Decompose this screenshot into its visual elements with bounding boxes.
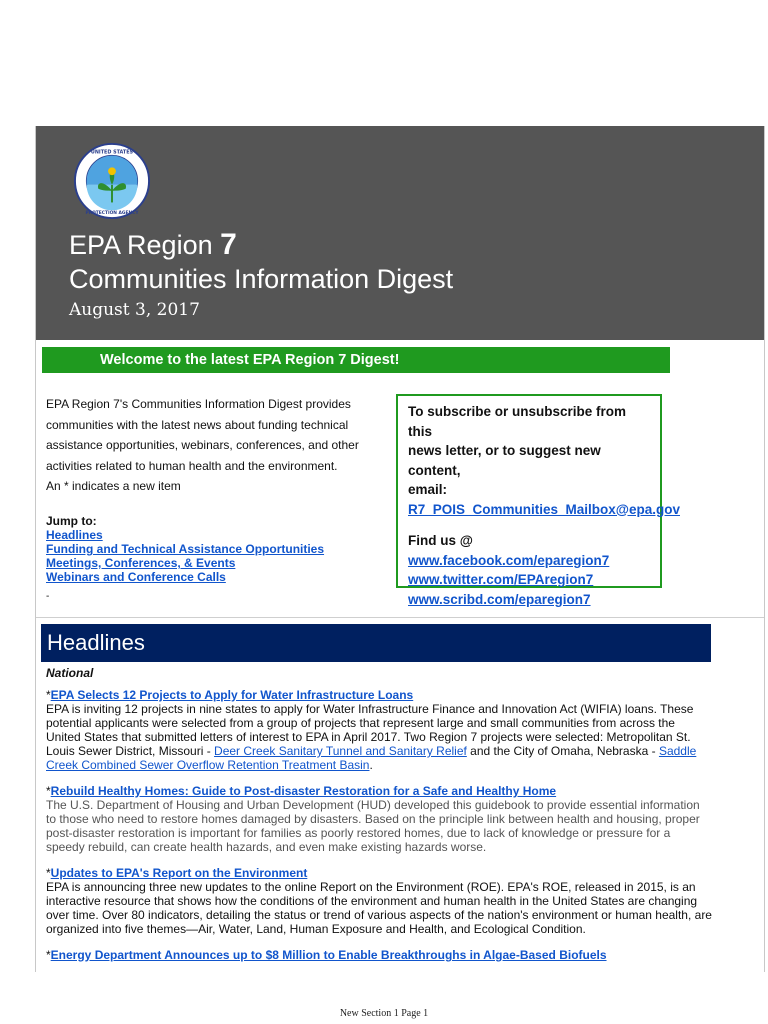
new-marker: *: [46, 948, 51, 962]
subscribe-line2: news letter, or to suggest new content,: [408, 443, 601, 478]
page-footer: New Section 1 Page 1: [339, 1008, 429, 1019]
epa-seal-logo: [73, 142, 151, 220]
article-body: EPA is announcing three new updates to the online Report on the Environment (ROE). EPA's ROE, released in 2015, is an interactive resource that shows how the conditions of the environment and human health in the United States are changing over time. Over 80 indicators, detailing the status or trend of various aspects of the nation's environment or human health, are organized into five themes—Air, Water, Land, Human Exposure and Health, and Ecological Condition.: [46, 880, 712, 936]
section-divider: [36, 617, 764, 618]
masthead-date: August 3, 2017: [69, 300, 200, 320]
article-item: [46, 866, 712, 936]
jump-to-label: Jump to:: [46, 514, 97, 528]
twitter-link[interactable]: www.twitter.com/EPAregion7: [408, 572, 594, 587]
jump-link-funding[interactable]: Funding and Technical Assistance Opportunities: [46, 542, 325, 556]
subscribe-box: [396, 394, 680, 607]
article-title-row: [46, 948, 712, 962]
welcome-banner: Welcome to the latest EPA Region 7 Digest!: [42, 347, 670, 373]
article-link-algae[interactable]: Energy Department Announces up to $8 Million to Enable Breakthroughs in Algae-Based Biofuels: [50, 948, 607, 962]
svg-text:UNITED STATES: UNITED STATES: [90, 149, 134, 156]
deer-creek-link[interactable]: Deer Creek Sanitary Tunnel and Sanitary Relief: [214, 744, 467, 758]
intro-text: [46, 394, 376, 497]
masthead: [36, 126, 764, 340]
svg-text:PROTECTION AGENCY: PROTECTION AGENCY: [85, 211, 139, 217]
scribd-link[interactable]: www.scribd.com/eparegion7: [408, 591, 591, 607]
article-title-row: [46, 688, 712, 702]
new-marker: *: [46, 784, 51, 798]
jump-link-meetings[interactable]: Meetings, Conferences, & Events: [46, 556, 236, 570]
article-body: The U.S. Department of Housing and Urban Development (HUD) developed this guidebook to provide essential information to those who need to restore homes damaged by disasters. Based on the principle link between health and housing, proper post-disaster restoration is important for families as poorly restored homes, due to lack of knowledge or pressure for a speedy rebuild, can create health hazards, and even make existing hazards worse.: [46, 798, 700, 854]
national-subheading: National: [46, 666, 94, 680]
newsletter-frame: [35, 126, 765, 972]
spacer: [408, 519, 650, 531]
jump-link-headlines[interactable]: Headlines: [46, 528, 103, 542]
new-item-note: An * indicates a new item: [46, 479, 181, 493]
article-title-row: [46, 784, 712, 798]
article-item: [46, 688, 712, 772]
jump-to-menu: [46, 514, 324, 584]
facebook-link[interactable]: www.facebook.com/eparegion7: [408, 552, 610, 568]
masthead-title-line2: Communities Information Digest: [69, 264, 454, 294]
saddle-creek-link[interactable]: Saddle Creek Combined Sewer Overflow Retention Treatment Basin: [46, 744, 697, 772]
headlines-header: Headlines: [41, 624, 711, 662]
subscribe-line3: email:: [408, 482, 448, 497]
subscribe-email-link[interactable]: R7_POIS_Communities_Mailbox@epa.gov: [408, 501, 680, 517]
article-item: [46, 784, 712, 854]
intro-paragraph: EPA Region 7's Communities Information Digest provides communities with the latest news about funding technical assistance opportunities, webinars, conferences, and other activities related to human health and the environment.: [46, 397, 359, 473]
jump-link-webinars[interactable]: Webinars and Conference Calls: [46, 570, 226, 584]
separator-dash: -: [46, 591, 50, 602]
new-marker: *: [46, 866, 51, 880]
article-link-healthy-homes[interactable]: Rebuild Healthy Homes: Guide to Post-disaster Restoration for a Safe and Healthy Home: [50, 784, 557, 798]
masthead-title-line1: EPA Region 7: [69, 228, 237, 261]
article-body: EPA is inviting 12 projects in nine states to apply for Water Infrastructure Finance and Innovation Act (WIFIA) loans. These potential applicants were selected from a group of projects that represent large and small communities from across the United States that submitted letters of interest to EPA in April 2017. Two Region 7 projects were selected: Metropolitan St. Louis Sewer District, Missouri - Deer Creek Sanitary Tunnel and Sanitary Relief and the City of Omaha, Nebraska - Saddle Creek Combined Sewer Overflow Retention Treatment Basin.: [46, 702, 697, 772]
find-us-label: Find us @: [408, 533, 473, 548]
article-item: [46, 948, 712, 962]
article-link-wifia[interactable]: EPA Selects 12 Projects to Apply for Water Infrastructure Loans: [50, 688, 414, 702]
subscribe-line1: To subscribe or unsubscribe from this: [408, 404, 627, 439]
new-marker: *: [46, 688, 51, 702]
article-title-row: [46, 866, 712, 880]
headline-articles: [46, 688, 712, 972]
article-link-roe[interactable]: Updates to EPA's Report on the Environment: [50, 866, 308, 880]
